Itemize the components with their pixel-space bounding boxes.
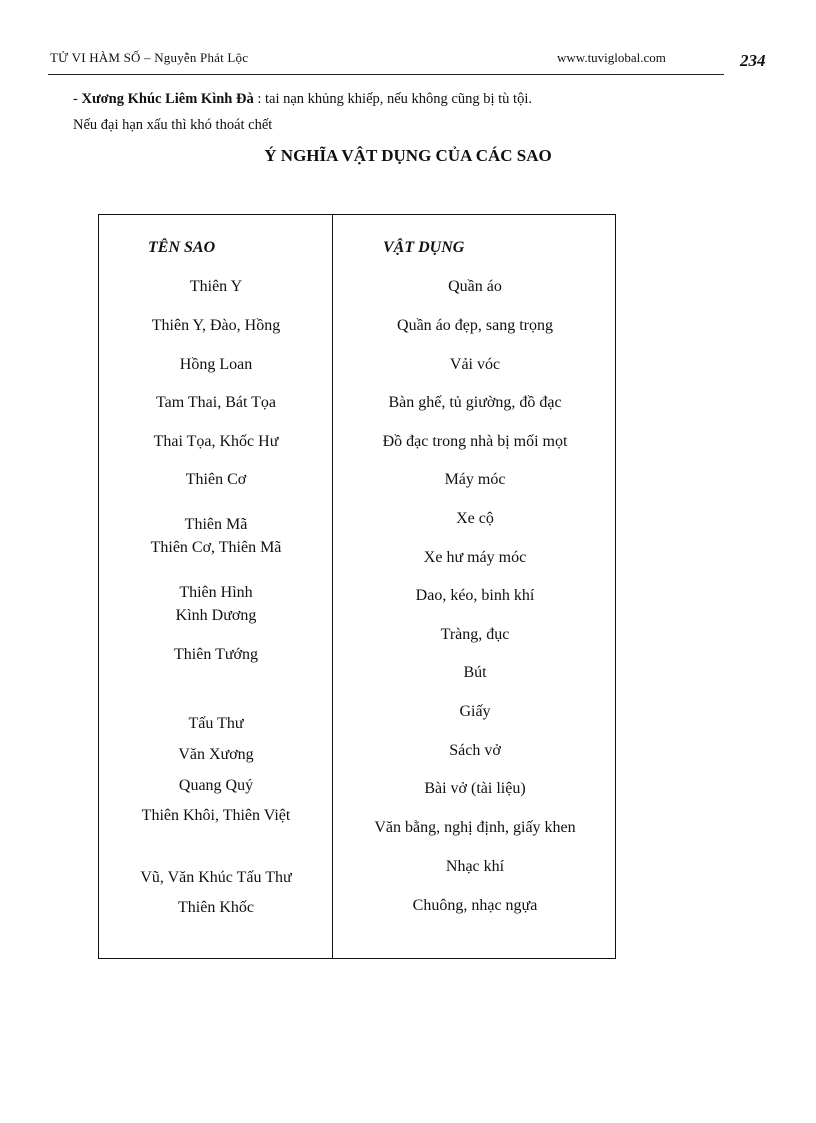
intro-rest: : tai nạn khủng khiếp, nếu không cũng bị tù tội.: [253, 91, 532, 107]
page-number: 234: [740, 51, 766, 70]
object-cell: Bài vở (tài liệu): [424, 780, 526, 797]
header-rule: [48, 74, 724, 75]
star-cell: Hồng Loan: [179, 356, 253, 373]
star-cell: Thiên Cơ: [185, 471, 247, 488]
star-cell: Thiên Khôi, Thiên Việt: [141, 807, 291, 824]
object-cell: Bút: [463, 664, 487, 681]
object-cell: Tràng, đục: [440, 626, 510, 643]
object-cell: Xe hư máy móc: [423, 549, 527, 566]
star-cell: Thiên Tướng: [174, 646, 258, 663]
star-cell: Thiên Cơ, Thiên Mã: [150, 539, 282, 556]
header-url[interactable]: www.tuviglobal.com: [557, 50, 666, 65]
star-cell: Vũ, Văn Khúc Tấu Thư: [140, 869, 292, 886]
object-cell: Đồ đạc trong nhà bị mối mọt: [382, 433, 568, 450]
intro-paragraph: [73, 89, 532, 109]
star-cell: Tam Thai, Bát Tọa: [155, 394, 277, 411]
intro-lead: -: [73, 91, 82, 107]
table-column-divider: [332, 214, 333, 959]
intro-bold-term: Xương Khúc Liêm Kình Đà: [81, 91, 254, 107]
star-cell: Thiên Hình: [179, 584, 253, 601]
object-cell: Bàn ghế, tủ giường, đồ đạc: [388, 394, 562, 411]
star-cell: Thiên Mã: [184, 516, 248, 533]
object-cell: Giấy: [459, 703, 491, 720]
star-cell: Thiên Khốc: [178, 899, 254, 916]
object-cell: Xe cộ: [456, 510, 494, 527]
star-cell: Quang Quý: [178, 777, 254, 794]
star-cell: Thai Tọa, Khốc Hư: [153, 433, 279, 450]
object-cell: Dao, kéo, binh khí: [415, 587, 535, 604]
star-cell: Thiên Y, Đào, Hồng: [151, 317, 281, 334]
star-cell: Kình Dương: [175, 607, 257, 624]
object-cell: Vải vóc: [449, 356, 501, 373]
object-cell: Máy móc: [444, 471, 506, 488]
object-cell: Quần áo đẹp, sang trọng: [397, 317, 553, 334]
object-cell: Nhạc khí: [445, 858, 505, 875]
column-header-object: VẬT DỤNG: [383, 239, 465, 256]
header-title: TỬ VI HÀM SỐ – Nguyễn Phát Lộc: [50, 50, 249, 65]
star-cell: Thiên Y: [189, 278, 243, 295]
section-title: Ý NGHĨA VẬT DỤNG CỦA CÁC SAO: [264, 146, 552, 165]
object-cell: Sách vở: [449, 742, 501, 759]
column-header-star: TÊN SAO: [148, 239, 216, 256]
intro-line-2: Nếu đại hạn xấu thì khó thoát chết: [73, 117, 273, 133]
object-cell: Chuông, nhạc ngựa: [412, 897, 538, 914]
object-cell: Quần áo: [448, 278, 502, 295]
object-cell: Văn bằng, nghị định, giấy khen: [374, 819, 576, 836]
star-cell: Văn Xương: [178, 746, 254, 763]
star-cell: Tấu Thư: [188, 715, 244, 732]
